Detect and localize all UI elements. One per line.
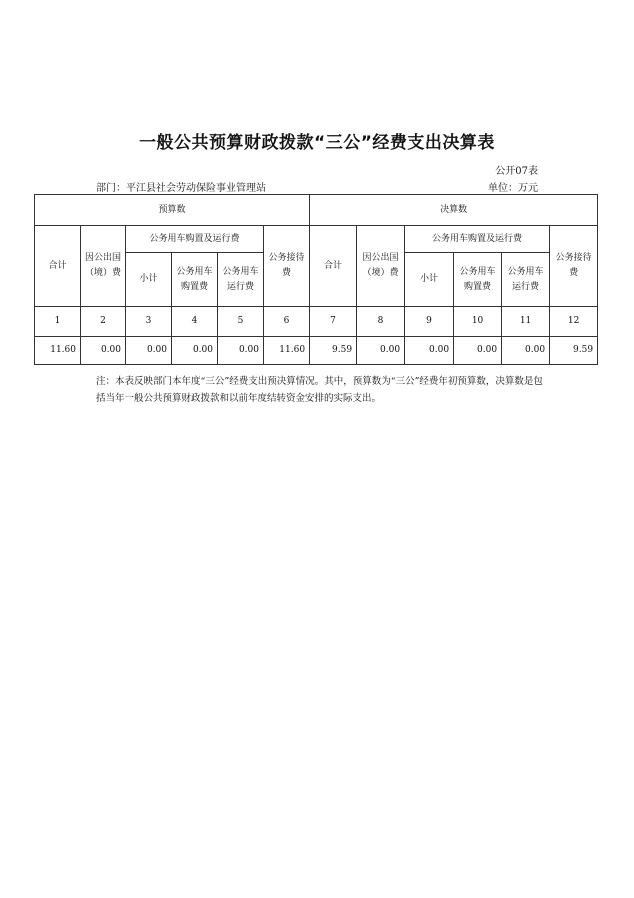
final-reception-header: 公务接待费 [550, 226, 598, 307]
budget-subtotal-header: 小计 [126, 253, 172, 307]
col-number: 4 [172, 307, 218, 337]
final-vehicle-run-header: 公务用车运行费 [502, 253, 550, 307]
budget-vehicle-purchase-value: 0.00 [172, 337, 218, 365]
col-number: 10 [454, 307, 502, 337]
department-label: 部门：平江县社会劳动保险事业管理站 [96, 183, 266, 194]
final-vehicle-group-header: 公务用车购置及运行费 [405, 226, 550, 253]
col-number: 8 [357, 307, 405, 337]
budget-vehicle-purchase-header: 公务用车购置费 [172, 253, 218, 307]
budget-total-value: 11.60 [35, 337, 81, 365]
budget-abroad-value: 0.00 [81, 337, 126, 365]
budget-reception-value: 11.60 [264, 337, 310, 365]
budget-vehicle-group-header: 公务用车购置及运行费 [126, 226, 264, 253]
budget-total-header: 合计 [35, 226, 81, 307]
footnote: 注：本表反映部门本年度“三公”经费支出预决算情况。其中，预算数为“三公”经费年初预算数，决算数是包括当年一般公共预算财政拨款和以前年度结转资金安排的实际支出。 [96, 376, 543, 404]
col-number: 5 [218, 307, 264, 337]
final-group-header: 决算数 [310, 195, 598, 226]
final-abroad-header: 因公出国（境）费 [357, 226, 405, 307]
budget-subtotal-value: 0.00 [126, 337, 172, 365]
unit-label: 单位：万元 [488, 183, 538, 194]
col-number: 2 [81, 307, 126, 337]
final-abroad-value: 0.00 [357, 337, 405, 365]
col-number: 1 [35, 307, 81, 337]
budget-group-header: 预算数 [35, 195, 310, 226]
form-number: 公开07表 [495, 166, 538, 177]
budget-vehicle-run-value: 0.00 [218, 337, 264, 365]
col-number: 3 [126, 307, 172, 337]
final-total-header: 合计 [310, 226, 357, 307]
budget-reception-header: 公务接待费 [264, 226, 310, 307]
page-title: 一般公共预算财政拨款“三公”经费支出决算表 [139, 133, 495, 153]
final-reception-value: 9.59 [550, 337, 598, 365]
budget-vehicle-run-header: 公务用车运行费 [218, 253, 264, 307]
col-number: 7 [310, 307, 357, 337]
col-number: 9 [405, 307, 454, 337]
final-vehicle-purchase-value: 0.00 [454, 337, 502, 365]
budget-abroad-header: 因公出国（境）费 [81, 226, 126, 307]
col-number: 6 [264, 307, 310, 337]
final-subtotal-value: 0.00 [405, 337, 454, 365]
col-number: 11 [502, 307, 550, 337]
three-public-expense-table [34, 194, 598, 365]
col-number: 12 [550, 307, 598, 337]
final-vehicle-purchase-header: 公务用车购置费 [454, 253, 502, 307]
final-subtotal-header: 小计 [405, 253, 454, 307]
value-row [35, 337, 598, 365]
final-total-value: 9.59 [310, 337, 357, 365]
column-number-row [35, 307, 598, 337]
final-vehicle-run-value: 0.00 [502, 337, 550, 365]
